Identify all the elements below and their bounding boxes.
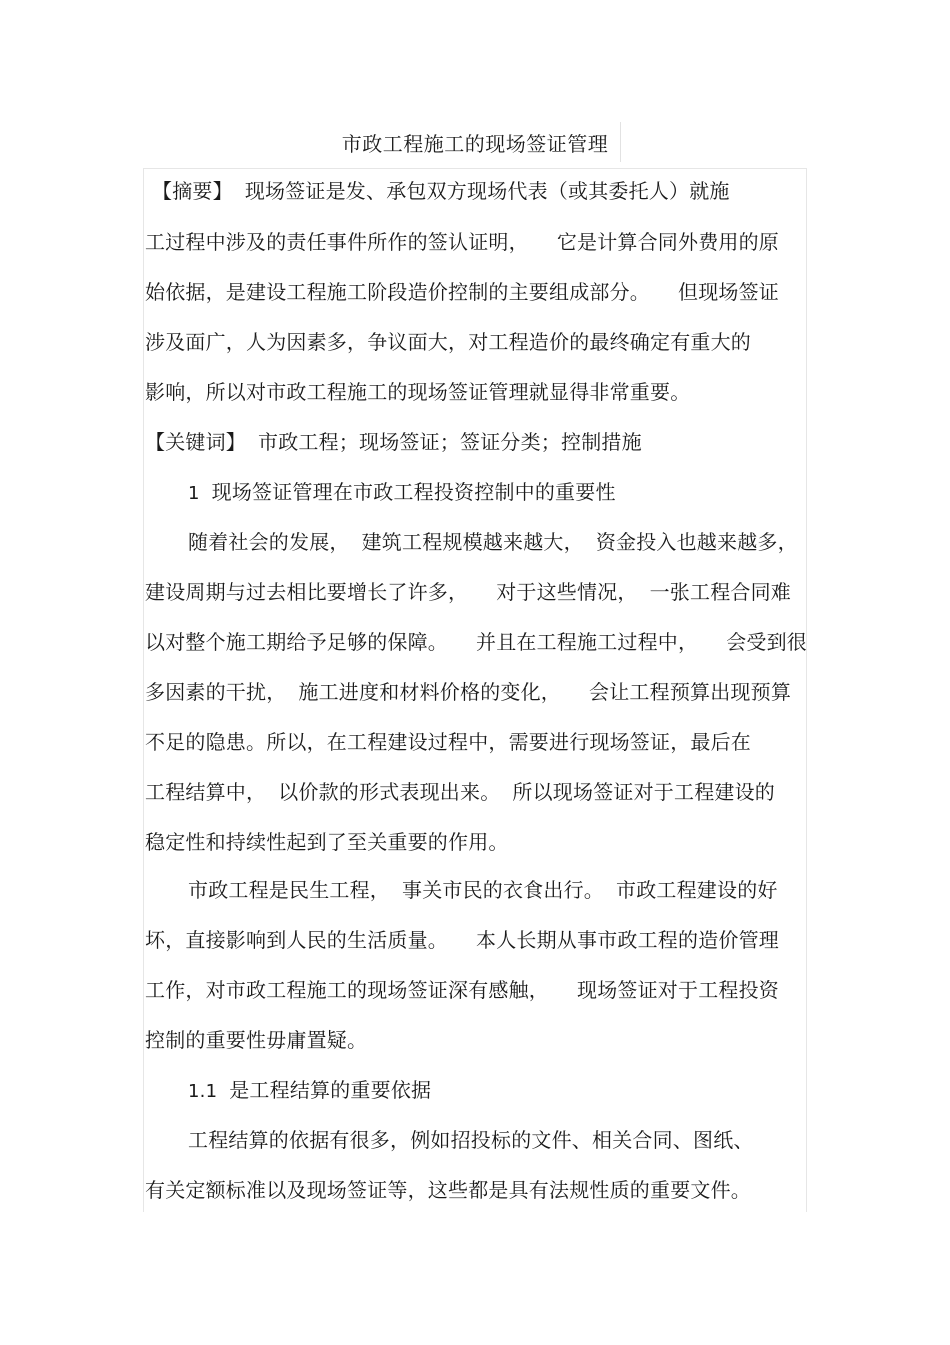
page-title: 市政工程施工的现场签证管理: [341, 132, 609, 156]
section-1-1-heading: [188, 1075, 431, 1107]
para1-line-2: [145, 577, 791, 607]
abstract-line-1: [152, 176, 730, 206]
para1-line-6: [145, 777, 775, 807]
abstract-text: 影响，所以对市政工程施工的现场签证管理就显得非常重要。: [145, 380, 691, 404]
para-text: 不足的隐患。所以，在工程建设过程中，需要进行现场签证，最后在: [145, 730, 751, 754]
para-text: 会让工程预算出现预算: [589, 680, 792, 704]
para1-line-5: [145, 727, 751, 757]
abstract-text: 现场签证是发、承包双方现场代表（或其委托人）就施: [244, 179, 730, 203]
para3-line-2: [145, 1175, 751, 1205]
para1-line-4: [145, 677, 791, 707]
para-text: 现场签证对于工程投资: [577, 978, 779, 1002]
para-text: 所以现场签证对于工程建设的: [512, 780, 776, 804]
section-1-heading: [188, 477, 616, 509]
para-text: 有关定额标准以及现场签证等，这些都是具有法规性质的重要文件。: [145, 1178, 751, 1202]
para-text: 建设周期与过去相比要增长了许多，: [145, 580, 469, 604]
abstract-text: 它是计算合同外费用的原: [556, 230, 780, 254]
section-number: 1.1: [188, 1081, 218, 1102]
para-text: 对于这些情况，: [496, 580, 638, 604]
para-text: 以价款的形式表现出来。: [278, 780, 501, 804]
keywords-text: 市政工程；现场签证；签证分类；控制措施: [258, 430, 642, 454]
para-text: 稳定性和持续性起到了至关重要的作用。: [145, 830, 509, 854]
abstract-text: 涉及面广，人为因素多，争议面大，对工程造价的最终确定有重大的: [145, 330, 751, 354]
abstract-label: 【摘要】: [152, 179, 233, 203]
keywords-line: [145, 427, 642, 457]
section-number: 1: [188, 483, 200, 504]
para2-line-1: [188, 875, 778, 905]
abstract-text: 但现场签证: [678, 280, 779, 304]
para-text: 以对整个施工期给予足够的保障。: [145, 630, 448, 654]
abstract-line-2: [145, 227, 779, 257]
para-text: 并且在工程施工过程中，: [476, 630, 699, 654]
section-heading-text: 是工程结算的重要依据: [229, 1078, 432, 1102]
para-text: 控制的重要性毋庸置疑。: [145, 1028, 368, 1052]
para1-line-1: [188, 527, 798, 557]
abstract-text: 始依据，是建设工程施工阶段造价控制的主要组成部分。: [145, 280, 650, 304]
para-text: 工程结算的依据有很多，例如招投标的文件、相关合同、图纸、: [188, 1128, 754, 1152]
para2-line-3: [145, 975, 779, 1005]
para-text: 施工进度和材料价格的变化，: [298, 680, 562, 704]
para-text: 随着社会的发展，: [188, 530, 350, 554]
para-text: 市政工程建设的好: [616, 878, 778, 902]
para1-line-7: [145, 827, 509, 857]
para-text: 会受到很: [726, 630, 808, 654]
para-text: 本人长期从事市政工程的造价管理: [476, 928, 779, 952]
abstract-line-5: [145, 377, 690, 407]
para-text: 工作，对市政工程施工的现场签证深有感触，: [145, 978, 549, 1002]
para-text: 事关市民的衣食出行。: [402, 878, 604, 902]
keywords-label: 【关键词】: [145, 430, 246, 454]
para1-line-3: [145, 627, 807, 657]
para3-line-1: [188, 1125, 754, 1155]
para-text: 坏，直接影响到人民的生活质量。: [145, 928, 448, 952]
abstract-line-4: [145, 327, 751, 357]
para-text: 工程结算中，: [145, 780, 267, 804]
para-text: 建筑工程规模越来越大，: [361, 530, 584, 554]
para2-line-2: [145, 925, 779, 955]
para-text: 一张工程合同难: [649, 580, 792, 604]
para-text: 资金投入也越来越多，: [595, 530, 798, 554]
abstract-line-3: [145, 277, 779, 307]
para-text: 多因素的干扰，: [145, 680, 287, 704]
abstract-text: 工过程中涉及的责任事件所作的签认证明，: [145, 230, 529, 254]
para2-line-4: [145, 1025, 367, 1055]
para-text: 市政工程是民生工程，: [188, 878, 390, 902]
section-heading-text: 现场签证管理在市政工程投资控制中的重要性: [211, 480, 616, 504]
